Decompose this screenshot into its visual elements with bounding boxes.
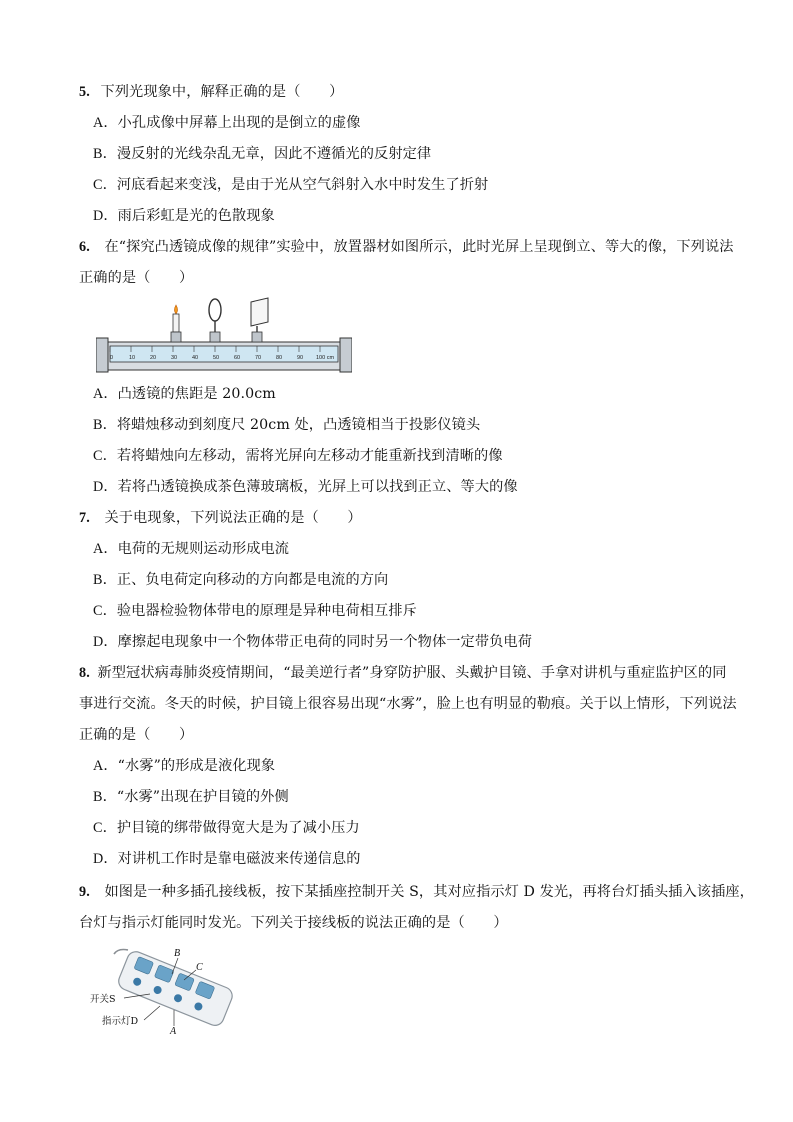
option-B: [93, 415, 480, 435]
ruler-tick-label: 90: [297, 355, 304, 361]
option-text: 小孔成像中屏幕上出现的是倒立的虚像: [117, 115, 361, 131]
ruler-tick-label: 40: [192, 355, 199, 361]
option-D: [93, 632, 532, 652]
option-C: [93, 601, 417, 621]
ruler-tick-label: 70: [255, 355, 262, 361]
option-text: 将蜡烛移动到刻度尺 20cm 处，凸透镜相当于投影仪镜头: [116, 417, 481, 433]
option-text: 验电器检验物体带电的原理是异种电荷相互排斥: [116, 603, 417, 619]
ruler-tick-label: 60: [234, 355, 241, 361]
label-indicator-d: 指示灯D: [102, 1016, 139, 1027]
option-C: [93, 446, 503, 466]
option-D: [93, 477, 518, 497]
question-9-stem: [79, 882, 754, 902]
ruler-tick-label: 0: [110, 355, 114, 361]
question-8-stem-cont: [79, 725, 193, 745]
label-switch-s: 开关S: [90, 994, 116, 1005]
option-text: “水雾”的形成是液化现象: [117, 758, 276, 774]
option-letter: C．: [93, 448, 117, 464]
option-text: 若将凸透镜换成茶色薄玻璃板，光屏上可以找到正立、等大的像: [117, 479, 518, 495]
candle-icon: [171, 305, 181, 342]
question-8-stem-cont: [79, 694, 737, 714]
option-letter: B．: [93, 572, 117, 588]
option-text: 若将蜡烛向左移动，需将光屏向左移动才能重新找到清晰的像: [116, 448, 503, 464]
option-letter: A．: [93, 115, 118, 131]
option-letter: C．: [93, 603, 117, 619]
option-C: [93, 818, 360, 838]
option-text: 护目镜的绑带做得宽大是为了减小压力: [116, 820, 360, 836]
option-letter: A．: [93, 541, 118, 557]
question-7-stem: [79, 508, 362, 528]
option-A: [93, 539, 289, 559]
convex-lens-icon: [209, 299, 221, 342]
option-text: 对讲机工作时是靠电磁波来传递信息的: [117, 851, 361, 867]
option-text: 正、负电荷定向移动的方向都是电流的方向: [116, 572, 389, 588]
option-letter: B．: [93, 789, 117, 805]
question-text: 在“探究凸透镜成像的规律”实验中，放置器材如图所示，此时光屏上呈现倒立、等大的像，下列说法: [104, 239, 734, 255]
question-number: 6.: [79, 239, 90, 255]
question-text: 关于电现象，下列说法正确的是（ ）: [104, 510, 362, 526]
ruler-tick-label: 80: [276, 355, 283, 361]
option-letter: B．: [93, 417, 117, 433]
question-text: 下列光现象中，解释正确的是（ ）: [100, 84, 344, 100]
question-text: 事进行交流。冬天的时候，护目镜上很容易出现“水雾”，脸上也有明显的勒痕。关于以上情形，下列说法: [79, 696, 737, 712]
question-text: 正确的是（ ）: [79, 727, 194, 743]
question-6-stem-cont: [79, 268, 193, 288]
option-letter: D．: [93, 208, 118, 224]
label-C: C: [196, 962, 203, 973]
option-text: 摩擦起电现象中一个物体带正电荷的同时另一个物体一定带负电荷: [117, 634, 532, 650]
option-text: 雨后彩虹是光的色散现象: [117, 208, 275, 224]
label-A: A: [170, 1026, 177, 1036]
option-letter: D．: [93, 851, 118, 867]
option-D: [93, 206, 275, 226]
ruler: [110, 346, 338, 362]
ruler-tick-label: 30: [171, 355, 178, 361]
option-C: [93, 175, 488, 195]
question-number: 8.: [79, 665, 90, 681]
question-text: 正确的是（ ）: [79, 270, 194, 286]
option-D: [93, 849, 361, 869]
option-text: 河底看起来变浅，是由于光从空气斜射入水中时发生了折射: [116, 177, 489, 193]
option-A: [93, 756, 275, 776]
option-letter: B．: [93, 146, 117, 162]
option-letter: A．: [93, 386, 118, 402]
option-letter: D．: [93, 479, 118, 495]
option-letter: C．: [93, 820, 117, 836]
ruler-tick-label: 50: [213, 355, 220, 361]
option-letter: C．: [93, 177, 117, 193]
option-B: [93, 787, 289, 807]
question-number: 7.: [79, 510, 90, 526]
label-B: B: [174, 948, 181, 959]
question-number: 9.: [79, 884, 90, 900]
option-A: [93, 113, 361, 133]
option-B: [93, 144, 431, 164]
question-text: 台灯与指示灯能同时发光。下列关于接线板的说法正确的是（ ）: [79, 915, 508, 931]
question-9-stem-cont: [79, 913, 508, 933]
question-6-stem: [79, 237, 734, 257]
option-text: 漫反射的光线杂乱无章，因此不遵循光的反射定律: [116, 146, 432, 162]
optical-bench-figure: [96, 296, 352, 374]
option-text: 电荷的无规则运动形成电流: [117, 541, 290, 557]
light-screen-icon: [251, 298, 268, 342]
option-A: [93, 384, 276, 404]
power-strip-figure: [88, 944, 238, 1036]
question-text: 新型冠状病毒肺炎疫情期间，“最美逆行者”身穿防护服、头戴护目镜、手拿对讲机与重症监护区的同: [97, 665, 727, 681]
option-letter: D．: [93, 634, 118, 650]
option-text: “水雾”出现在护目镜的外侧: [116, 789, 289, 805]
question-text: 如图是一种多插孔接线板，按下某插座控制开关 S，其对应指示灯 D 发光，再将台灯插头插入该插座，: [104, 884, 754, 900]
option-B: [93, 570, 388, 590]
question-8-stem: [79, 663, 727, 683]
option-text: 凸透镜的焦距是 20.0cm: [117, 386, 276, 402]
ruler-tick-label: 100 cm: [316, 355, 335, 361]
question-5-stem: [79, 82, 343, 102]
ruler-tick-label: 20: [150, 355, 157, 361]
ruler-tick-label: 10: [129, 355, 136, 361]
option-letter: A．: [93, 758, 118, 774]
question-number: 5.: [79, 84, 90, 100]
